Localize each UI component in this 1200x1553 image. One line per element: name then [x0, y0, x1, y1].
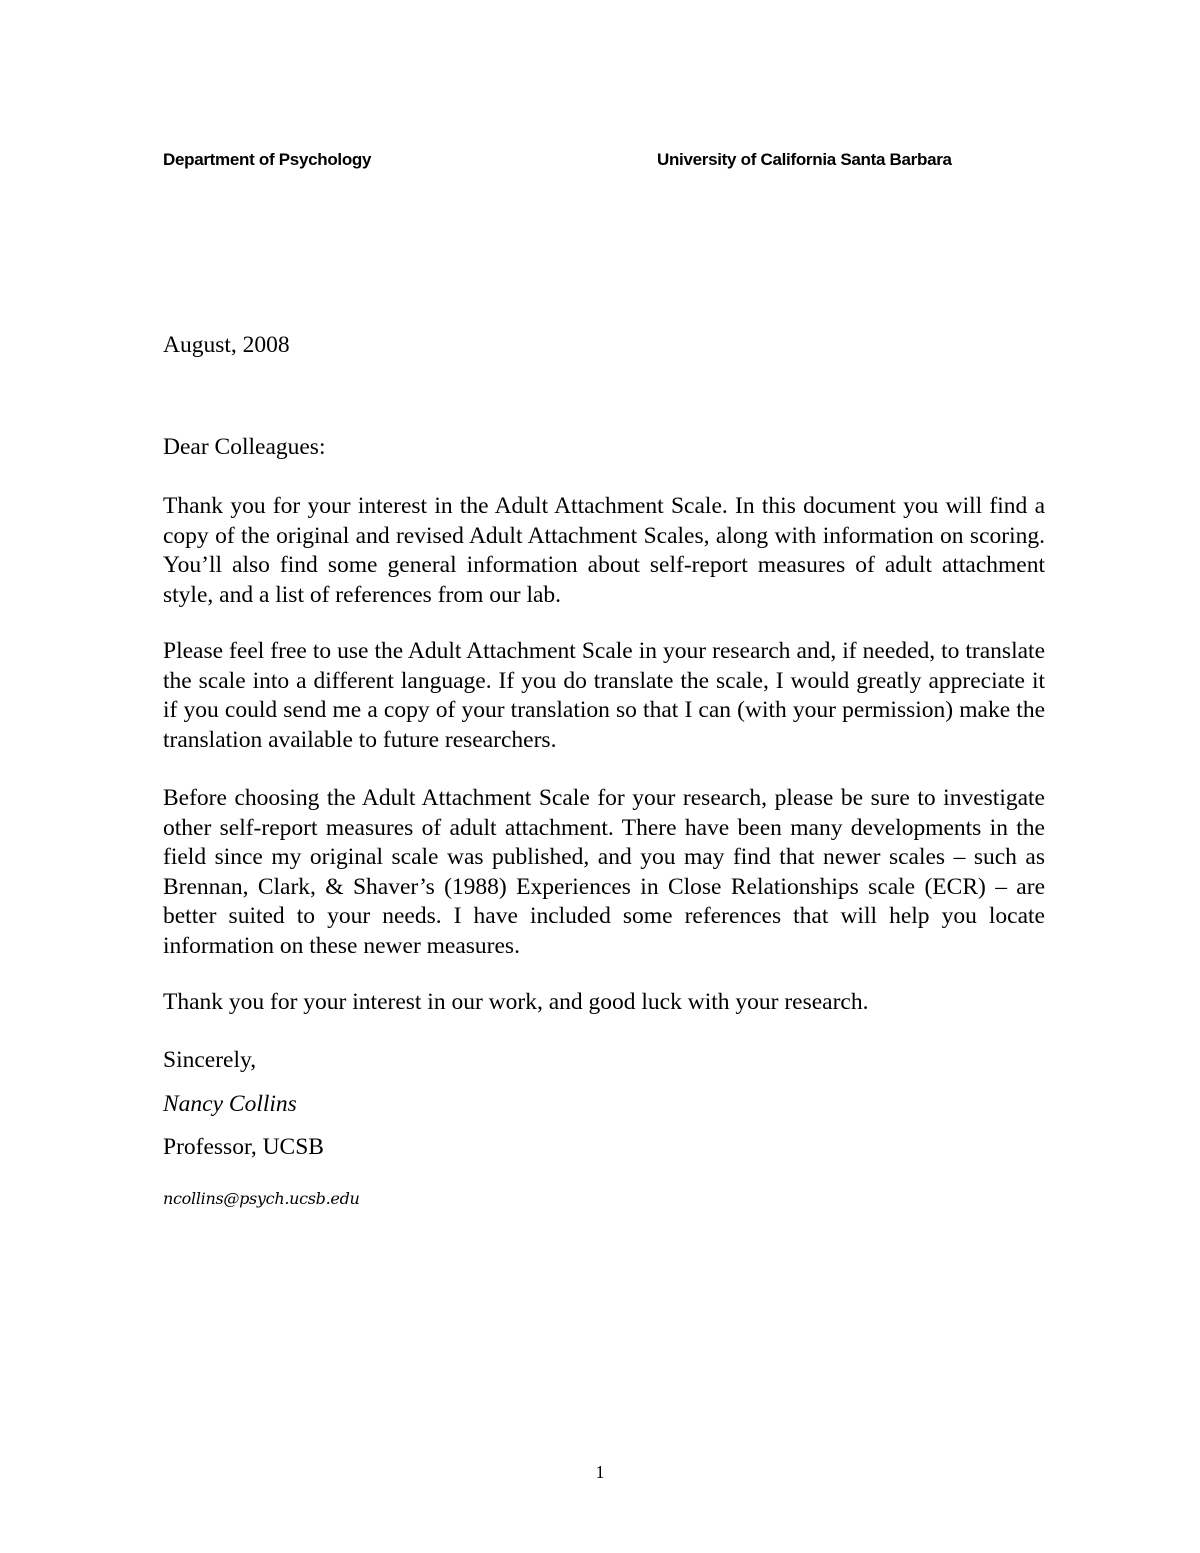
signature: Nancy Collins — [163, 1091, 297, 1117]
department-name: Department of Psychology — [163, 150, 372, 169]
body-paragraph-4: Thank you for your interest in our work, and good luck with your research. — [163, 989, 869, 1015]
university-name: University of California Santa Barbara — [657, 150, 952, 169]
body-paragraph-2: Please feel free to use the Adult Attachment Scale in your research and, if needed, to translate the scale into a different language. If you do translate the scale, I would greatly appreciate it if you could send me a copy of your translation so that I can (with your permission) make the translation available to future researchers. — [163, 638, 1045, 753]
page-number: 1 — [595, 1462, 605, 1482]
email-address: ncollins@psych.ucsb.edu — [163, 1189, 360, 1208]
body-paragraph-3: Before choosing the Adult Attachment Scale for your research, please be sure to investigate other self-report measures of adult attachment. There have been many developments in the field since my original scale was published, and you may find that newer scales – such as Brennan, Clark, & Shaver’s (1988) Experiences in Close Relationships scale (ECR) – are better suited to your needs. I have included some references that will help you locate information on these newer measures. — [163, 785, 1045, 959]
letter-date: August, 2008 — [163, 332, 290, 358]
body-paragraph-1: Thank you for your interest in the Adult Attachment Scale. In this document you will find a copy of the original and revised Adult Attachment Scales, along with information on scoring. You’ll also find some general information about self-report measures of adult attachment style, and a list of references from our lab. — [163, 493, 1045, 608]
signer-title: Professor, UCSB — [163, 1134, 324, 1160]
salutation: Dear Colleagues: — [163, 434, 326, 460]
closing: Sincerely, — [163, 1047, 257, 1073]
letterhead — [163, 150, 1023, 174]
